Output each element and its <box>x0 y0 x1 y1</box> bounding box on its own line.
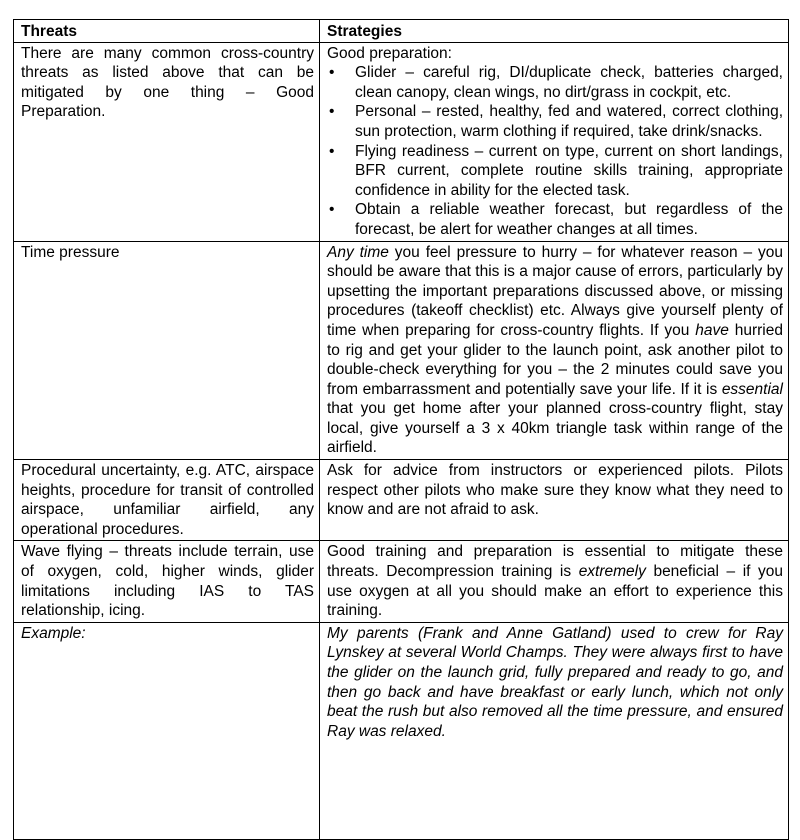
list-item: • Personal – rested, healthy, fed and watered, correct clothing, sun protection, warm clothing if required, take drink/snacks. <box>355 102 783 141</box>
list-item: • Glider – careful rig, DI/duplicate check, batteries charged, clean canopy, clean wings, no dirt/grass in cockpit, etc. <box>355 63 783 102</box>
strategy-cell <box>320 541 789 622</box>
emphasis-text: essential <box>721 380 783 398</box>
threat-cell <box>14 42 320 241</box>
strategies-header: Strategies <box>320 20 789 43</box>
strategy-bullet-list <box>327 63 783 239</box>
header-row <box>14 20 789 43</box>
table-row <box>14 241 789 460</box>
threat-text: Example: <box>21 624 86 642</box>
strategy-text: Ask for advice from instructors or experienced pilots. Pilots respect other pilots who make sure they know what they need to know and are not afraid to ask. <box>327 462 783 519</box>
strategy-text: that you get home after your planned cross-country flight, stay local, give yourself a 3 x 40km triangle task within range of the airfield. <box>327 400 783 457</box>
threat-text: Procedural uncertainty, e.g. ATC, airspace heights, procedure for transit of controlled airspace, unfamiliar airfield, any operational procedures. <box>21 462 314 538</box>
emphasis-text: have <box>695 321 729 339</box>
threats-strategies-table <box>13 19 789 840</box>
strategy-text: hurried to rig and get your glider to the launch point, ask another pilot to double-check everything for you – the 2 minutes could save you from embarrassment and potentially save your life. If it is <box>327 321 783 398</box>
threat-cell <box>14 460 320 541</box>
threat-text: Wave flying – threats include terrain, use of oxygen, cold, higher winds, glider limitations including IAS to TAS relationship, icing. <box>21 543 314 620</box>
list-item: • Obtain a reliable weather forecast, but regardless of the forecast, be alert for weather changes at all times. <box>355 200 783 239</box>
table-row <box>14 42 789 241</box>
table-row <box>14 460 789 541</box>
example-text: My parents (Frank and Anne Gatland) used to crew for Ray Lynskey at several World Champs. They were always first to have the glider on the launch grid, fully prepared and ready to go, and then go back and have breakfast or early lunch, which not only beat the rush but also removed all the time pressure, and ensured Ray was relaxed. <box>327 624 783 740</box>
strategy-title: Good preparation: <box>327 44 452 62</box>
list-item: • Flying readiness – current on type, current on short landings, BFR current, complete routine skills training, appropriate confidence in ability for the elected task. <box>355 142 783 201</box>
threat-text: Time pressure <box>21 243 120 261</box>
emphasis-text: extremely <box>578 563 646 581</box>
table-row <box>14 622 789 839</box>
threat-cell <box>14 241 320 460</box>
threat-cell <box>14 541 320 622</box>
strategy-text: beneficial – if you use oxygen at all you should make an effort to experience this training. <box>327 563 783 620</box>
threats-header: Threats <box>14 20 320 43</box>
strategy-cell <box>320 241 789 460</box>
strategy-text: you feel pressure to hurry – for whatever reason – you should be aware that this is a major cause of errors, particularly by upsetting the important preparations discussed above, or missing procedures (takeoff checklist) etc. Always give yourself plenty of time when preparing for cross-country flights. If you <box>327 243 783 339</box>
strategy-text: Good training and preparation is essential to mitigate these threats. Decompression training is <box>327 543 783 581</box>
strategy-cell <box>320 460 789 541</box>
emphasis-text: Any time <box>327 243 389 261</box>
strategy-cell <box>320 42 789 241</box>
threat-cell <box>14 622 320 839</box>
table-row <box>14 541 789 622</box>
threat-text: There are many common cross-country threats as listed above that can be mitigated by one thing – Good Preparation. <box>21 44 314 121</box>
strategy-cell <box>320 622 789 839</box>
